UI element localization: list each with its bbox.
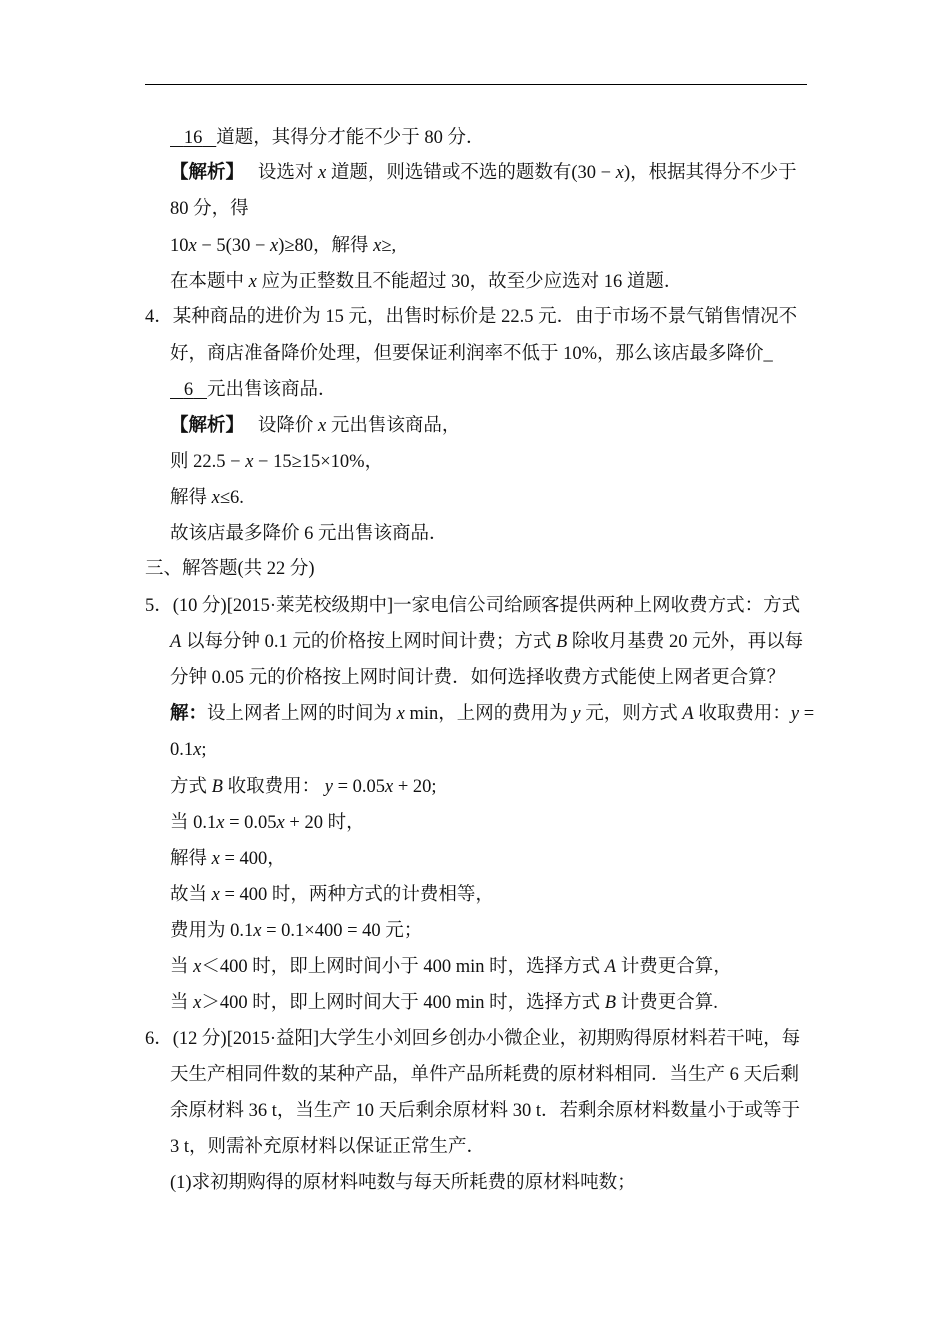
q5-solution-line-6: 故当 x = 400 时，两种方式的计费相等， (170, 885, 494, 905)
q6-line-1: 6．(12 分)[2015·益阳]大学生小刘回乡创办小微企业，初期购得原材料若干吨，每 (145, 1029, 801, 1049)
q5-solution-line-5: 解得 x = 400， (170, 849, 286, 869)
q5-solution-line-3: 方式 B 收取费用： y = 0.05x + 20; (170, 777, 437, 797)
solution-label: 解： (170, 704, 208, 724)
q4-solution-line-2: 则 22.5 − x − 15≥15×10%， (170, 452, 384, 472)
section-title: 三、解答题(共 22 分) (145, 559, 315, 579)
q4-solution-line-4: 故该店最多降价 6 元出售该商品． (170, 524, 448, 544)
q5-solution-line-1: 解：设上网者上网的时间为 x min，上网的费用为 y 元，则方式 A 收取费用：y = (170, 704, 815, 724)
q6-line-4: 3 t，则需补充原材料以保证正常生产． (170, 1137, 486, 1157)
q6-line-2: 天生产相同件数的某种产品，单件产品所耗费的原材料相同．当生产 6 天后剩 (170, 1065, 800, 1085)
q4-solution-line-1: 【解析】 设降价 x 元出售该商品， (170, 416, 461, 436)
q4-solution-line-3: 解得 x≤6. (170, 488, 244, 508)
prev-solution-line-2: 80 分，得 (170, 199, 249, 219)
q6-line-3: 余原材料 36 t，当生产 10 天后剩余原材料 30 t．若剩余原材料数量小于或等于 (170, 1101, 801, 1121)
q5-solution-line-8: 当 x＜400 时，即上网时间小于 400 min 时，选择方式 A 计费更合算， (170, 957, 732, 977)
solution-label: 【解析】 (170, 163, 245, 183)
q5-line-2: A 以每分钟 0.1 元的价格按上网时间计费；方式 B 除收月基费 20 元外，再以每 (170, 632, 804, 652)
answer-blank: 6 (183, 380, 194, 400)
q6-subquestion-1: (1)求初期购得的原材料吨数与每天所耗费的原材料吨数； (170, 1173, 636, 1193)
q4-line-2: 好，商店准备降价处理，但要保证利润率不低于 10%，那么该店最多降价_ (170, 344, 773, 364)
q5-line-3: 分钟 0.05 元的价格按上网时间计费．如何选择收费方式能使上网者更合算？ (170, 668, 786, 688)
q5-solution-line-4: 当 0.1x = 0.05x + 20 时， (170, 813, 365, 833)
prev-solution-line-1: 【解析】 设选对 x 道题，则选错或不选的题数有(30 − x)，根据其得分不少于 (170, 163, 797, 183)
q5-line-1: 5．(10 分)[2015·莱芜校级期中]一家电信公司给顾客提供两种上网收费方式：方式 (145, 596, 801, 616)
q5-solution-line-9: 当 x＞400 时，即上网时间大于 400 min 时，选择方式 B 计费更合算. (170, 993, 718, 1013)
prev-answer-line: 16 道题，其得分才能不少于 80 分． (170, 126, 485, 150)
prev-solution-line-3: 10x − 5(30 − x)≥80，解得 x≥, (170, 236, 397, 256)
q4-line-1: 4．某种商品的进价为 15 元，出售时标价是 22.5 元．由于市场不景气销售情况不 (145, 307, 798, 327)
q4-line-3: 6 元出售该商品． (170, 378, 337, 402)
header-rule (145, 84, 807, 85)
q5-solution-line-7: 费用为 0.1x = 0.1×400 = 40 元； (170, 921, 423, 941)
q5-solution-line-2: 0.1x; (170, 740, 207, 760)
solution-label: 【解析】 (170, 416, 245, 436)
prev-solution-line-4: 在本题中 x 应为正整数且不能超过 30，故至少应选对 16 道题． (170, 272, 683, 292)
answer-blank: 16 (183, 128, 203, 148)
